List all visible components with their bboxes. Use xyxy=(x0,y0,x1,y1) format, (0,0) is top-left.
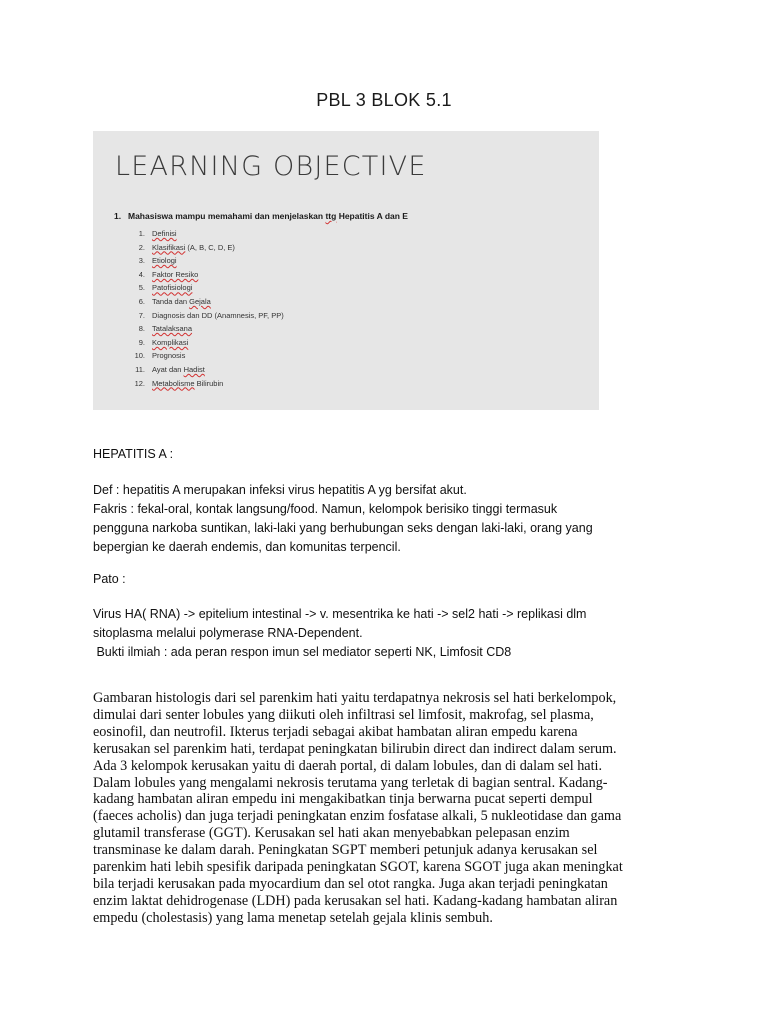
paragraph-line: transminase ke dalam darah. Peningkatan SGPT memberi petunjuk adanya kerusakan sel xyxy=(93,842,598,859)
paragraph-line: Def : hepatitis A merupakan infeksi virus hepatitis A yg bersifat akut. xyxy=(93,483,467,497)
paragraph-line: (faeces acholis) dan juga terjadi peningkatan enzim fosfatase alkali, 5 nukleotidase dan gama xyxy=(93,808,622,825)
paragraph-line: Gambaran histologis dari sel parenkim hati yaitu terdapatnya nekrosis sel hati berkelompok, xyxy=(93,690,617,706)
slide-heading: LEARNING OBJECTIVE xyxy=(115,151,427,182)
paragraph-line: bila terjadi kerusakan pada myocardium dan sel otot rangka. Juga akan terjadi peningkatan xyxy=(93,875,608,892)
paragraph-line: sitoplasma melalui polymerase RNA-Dependent. xyxy=(93,626,363,640)
page-title: PBL 3 BLOK 5.1 xyxy=(316,90,452,110)
list-item-number: 12. xyxy=(134,378,145,388)
list-item xyxy=(127,349,284,363)
list-item xyxy=(127,254,284,268)
paragraph-line: pengguna narkoba suntikan, laki-laki yang berhubungan seks dengan laki-laki, orang yang xyxy=(93,521,593,535)
list-item-text-wavy: Definisi xyxy=(152,229,177,238)
main-objective-text-underlined: ttg xyxy=(325,211,337,221)
paragraph-line: Ada 3 kelompok kerusakan yaitu di daerah portal, di dalam lobules, dan di dalam sel hati. xyxy=(93,757,603,774)
paragraph-line: dimulai dari senter lobules yang diikuti oleh infiltrasi sel limfosit, makrofag, sel plasma, xyxy=(93,706,594,723)
paragraph-line: enzim laktat dehidrogenase (LDH) pada kerusakan sel hati. Kadang-kadang hambatan aliran xyxy=(93,892,618,909)
list-item xyxy=(127,268,284,282)
list-item-text-wavy: Hadist xyxy=(183,364,205,374)
list-item-text-wavy: Patofisiologi xyxy=(152,283,193,293)
list-item xyxy=(127,377,284,391)
pato-label: Pato : xyxy=(93,572,126,586)
paragraph-line: Dalam lobules yang mengalami nekrosis terutama yang terletak di bagian sentral. Kadang- xyxy=(93,774,608,791)
list-item-number: 2. xyxy=(138,242,145,252)
paragraph-line: bepergian ke daerah endemis, dan komunitas terpencil. xyxy=(93,540,401,554)
list-item-text-wavy: Metabolisme xyxy=(152,378,195,388)
list-item-text-post: (A, B, C, D, E) xyxy=(185,242,235,252)
list-item-text-wavy: Faktor Resiko xyxy=(152,269,199,279)
list-item-number: 1. xyxy=(138,229,145,238)
list-item xyxy=(127,241,284,255)
list-item xyxy=(127,295,284,309)
paragraph-line: Virus HA( RNA) -> epitelium intestinal -> v. mesentrika ke hati -> sel2 hati -> replikasi dlm xyxy=(93,607,587,621)
paragraph-line: Fakris : fekal-oral, kontak langsung/food. Namun, kelompok berisiko tinggi termasuk xyxy=(93,502,558,516)
list-item-text-wavy: Klasifikasi xyxy=(152,242,186,252)
list-item-text-wavy: Gejala xyxy=(189,296,211,306)
pato-label-block xyxy=(93,570,683,589)
objective-sublist xyxy=(127,227,284,390)
list-item xyxy=(127,336,284,350)
list-item-text: Diagnosis dan DD (Anamnesis, PF, PP) xyxy=(152,310,284,320)
paragraph-line: kerusakan sel parenkim hati, terdapat peningkatan bilirubin direct dan indirect dalam serum. xyxy=(93,740,617,757)
list-item xyxy=(127,322,284,336)
list-item xyxy=(127,363,284,377)
main-objective-text-prefix: Mahasiswa mampu memahami dan menjelaskan xyxy=(128,211,326,221)
list-item-text-wavy: Komplikasi xyxy=(152,337,189,347)
list-item-number: 9. xyxy=(138,337,145,347)
list-item-number: 3. xyxy=(138,256,145,266)
list-item-text-post: Bilirubin xyxy=(194,378,224,388)
section-heading: HEPATITIS A : xyxy=(93,447,174,461)
definition-paragraph xyxy=(93,481,683,557)
slide-main-objective xyxy=(114,211,408,221)
pato-paragraph xyxy=(93,605,683,662)
list-item-number: 5. xyxy=(138,283,145,293)
paragraph-line: kadang hambatan aliran empedu ini mengakibatkan tinja berwarna pucat seperti dempul xyxy=(93,791,593,808)
list-item-text-wavy: Tatalaksana xyxy=(152,324,193,334)
list-item xyxy=(127,227,284,241)
list-item-number: 7. xyxy=(138,310,145,320)
paragraph-line: glutamil transferase (GGT). Kerusakan sel hati akan menyebabkan pelepasan enzim xyxy=(93,825,570,842)
list-item xyxy=(127,309,284,323)
list-item-number: 10. xyxy=(134,351,145,361)
hepatitis-a-heading-block xyxy=(93,445,683,464)
list-item-text: Prognosis xyxy=(152,351,186,361)
paragraph-line: empedu (cholestasis) yang lama menetap setelah gejala klinis sembuh. xyxy=(93,909,493,926)
list-item-text-wavy: Etiologi xyxy=(152,256,177,266)
learning-objective-slide-image xyxy=(93,131,599,410)
main-objective-number: 1. xyxy=(114,211,122,221)
list-item-text: Tanda dan xyxy=(152,296,190,306)
main-objective-text-suffix: Hepatitis A dan E xyxy=(336,211,408,221)
list-item-number: 11. xyxy=(135,364,145,374)
paragraph-line: parenkim hati lebih spesifik daripada peningkatan SGOT, karena SGOT juga akan meningkat xyxy=(93,859,623,876)
histology-paragraph xyxy=(93,690,683,927)
list-item-text: Ayat dan xyxy=(152,364,184,374)
paragraph-line: Bukti ilmiah : ada peran respon imun sel mediator seperti NK, Limfosit CD8 xyxy=(93,645,512,659)
list-item-number: 4. xyxy=(138,269,145,279)
list-item-number: 6. xyxy=(138,296,145,306)
list-item-number: 8. xyxy=(138,324,145,334)
paragraph-line: eosinofil, dan neutrofil. Ikterus terjadi sebagai akibat hambatan aliran empedu karena xyxy=(93,723,578,740)
list-item xyxy=(127,281,284,295)
